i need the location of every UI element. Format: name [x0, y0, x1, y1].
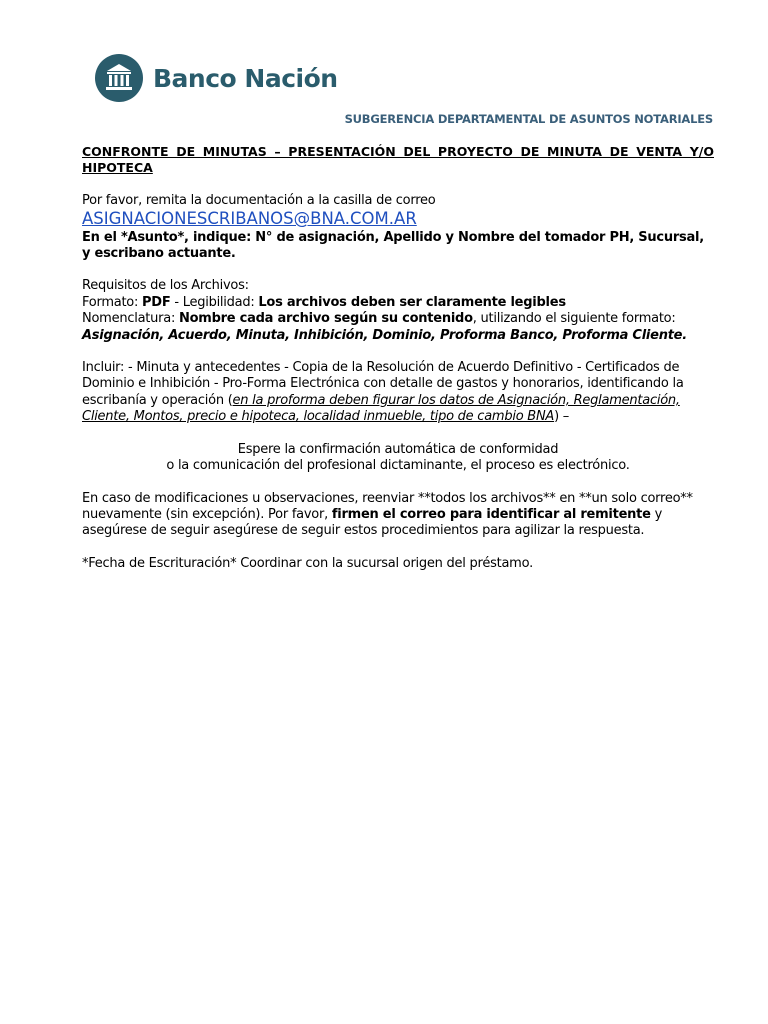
- bank-logo: [95, 54, 338, 102]
- document-body: [82, 144, 714, 572]
- wait-confirmation-line-1: Espere la confirmación automática de conformidad: [237, 441, 559, 457]
- modifications-paragraph: En caso de modificaciones u observaciones, reenviar **todos los archivos** en **un solo correo** nuevamente (sin excepción). Por favor, firmen el correo para identificar al remitente y asegúrese de seguir asegúrese de seguir estos procedimientos para agilizar la respuesta.: [82, 490, 693, 539]
- nomenclature-format: Asignación, Acuerdo, Minuta, Inhibición, Dominio, Proforma Banco, Proforma Cliente.: [82, 327, 687, 343]
- document-title: CONFRONTE DE MINUTAS – PRESENTACIÓN DEL PROYECTO DE MINUTA DE VENTA Y/O HIPOTECA: [82, 144, 714, 176]
- bank-building-icon: [95, 54, 143, 102]
- nomenclature-line: Nomenclatura: Nombre cada archivo según su contenido, utilizando el siguiente formato:: [82, 311, 676, 327]
- wait-confirmation-line-2: o la comunicación del profesional dictaminante, el proceso es electrónico.: [166, 458, 630, 474]
- requirements-heading: Requisitos de los Archivos:: [82, 278, 249, 294]
- deed-date-note: *Fecha de Escrituración* Coordinar con la sucursal origen del préstamo.: [82, 555, 533, 571]
- asunto-instructions: En el *Asunto*, indique: N° de asignación, Apellido y Nombre del tomador PH, Sucursal, y escribano actuante.: [82, 229, 704, 262]
- email-link[interactable]: ASIGNACIONESCRIBANOS@BNA.COM.AR: [82, 209, 417, 229]
- intro-text: Por favor, remita la documentación a la casilla de correo: [82, 192, 436, 208]
- include-paragraph: Incluir: - Minuta y antecedentes - Copia de la Resolución de Acuerdo Definitivo - Certificados de Dominio e Inhibición - Pro-Forma Electrónica con detalle de gastos y honorarios, identificando la escribanía y operación (en la proforma deben figurar los datos de Asignación, Reglamentación, Cliente, Montos, precio e hipoteca, localidad inmueble, tipo de cambio BNA) –: [82, 360, 684, 425]
- format-line: Formato: PDF - Legibilidad: Los archivos deben ser claramente legibles: [82, 294, 566, 310]
- brand-name: Banco Nación: [153, 63, 338, 93]
- department-name: SUBGERENCIA DEPARTAMENTAL DE ASUNTOS NOTARIALES: [344, 112, 713, 126]
